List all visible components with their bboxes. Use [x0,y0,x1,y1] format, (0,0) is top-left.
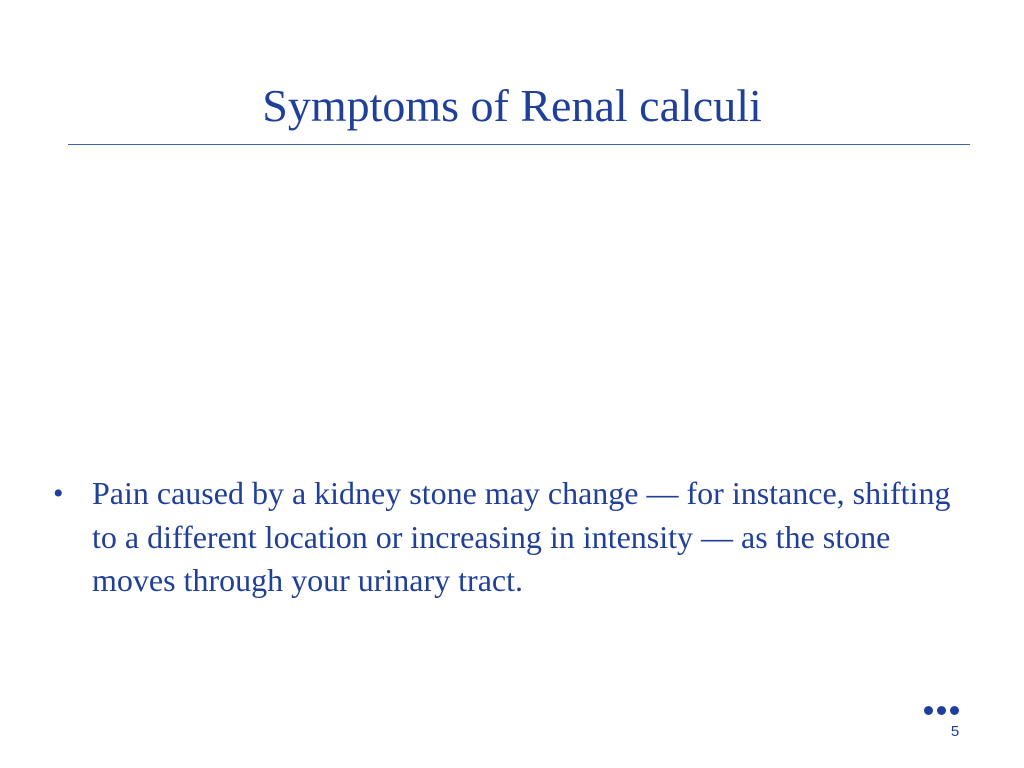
page-number: 5 [950,723,960,740]
bullet-text: Pain caused by a kidney stone may change — for instance, shifting to a different location or increasing in intensity — as the stone moves through your urinary tract. [92,475,951,598]
title-divider [68,144,970,145]
slide-title: Symptoms of Renal calculi [262,80,762,131]
bullet-item [50,472,980,603]
bullet-marker: • [53,477,64,510]
ellipsis-icon [924,703,960,717]
bullet-list [50,472,980,603]
